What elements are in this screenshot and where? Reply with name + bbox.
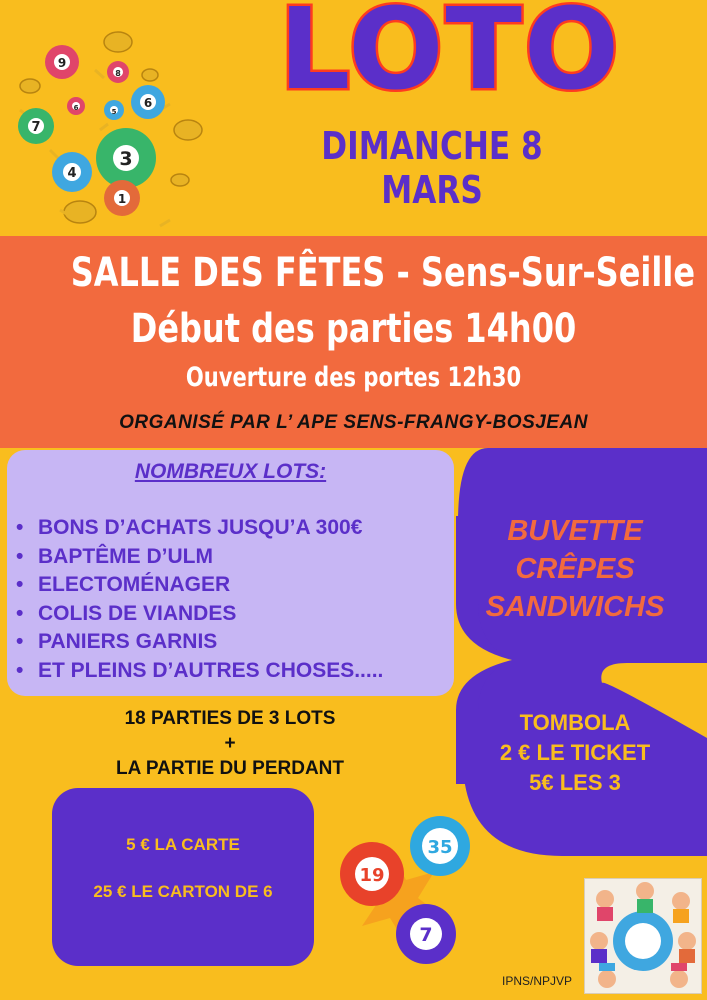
prices-panel xyxy=(52,788,314,966)
tombola-single-price: 2 € LE TICKET xyxy=(499,740,651,765)
games-info xyxy=(40,706,420,781)
list-item xyxy=(16,571,383,600)
start-time: Début des parties 14h00 xyxy=(130,306,577,352)
svg-text:6: 6 xyxy=(143,96,153,110)
buvette-label: BUVETTE xyxy=(507,515,643,547)
svg-text:35: 35 xyxy=(427,837,453,858)
tombola-bundle-price: 5€ LES 3 xyxy=(529,770,621,795)
prize-label: ELECTOMÉNAGER xyxy=(38,573,231,596)
prize-label: PANIERS GARNIS xyxy=(38,630,218,653)
refreshments-text xyxy=(460,512,690,626)
prize-label: ET PLEINS D’AUTRES CHOSES..... xyxy=(38,658,384,682)
bullet-icon: • xyxy=(16,516,24,539)
carton-price: 25 € LE CARTON DE 6 xyxy=(93,882,273,901)
loser-game: LA PARTIE DU PERDANT xyxy=(116,758,344,779)
bullet-icon: • xyxy=(16,630,24,653)
svg-text:4: 4 xyxy=(67,166,77,181)
bullet-icon: • xyxy=(16,573,24,596)
svg-text:8: 8 xyxy=(115,69,121,78)
prize-label: BONS D’ACHATS JUSQU’A 300€ xyxy=(38,516,363,539)
tombola-label: TOMBOLA xyxy=(519,710,631,735)
bullet-icon: • xyxy=(16,544,24,568)
svg-text:7: 7 xyxy=(419,924,433,946)
prize-label: COLIS DE VIANDES xyxy=(38,601,237,625)
svg-text:5: 5 xyxy=(111,108,117,116)
svg-text:19: 19 xyxy=(359,865,385,886)
list-item xyxy=(16,514,383,543)
bingo-balls-illustration xyxy=(322,814,482,974)
bullet-icon: • xyxy=(16,601,24,625)
svg-text:1: 1 xyxy=(117,192,127,206)
list-item xyxy=(16,628,383,657)
bullet-icon: • xyxy=(16,658,24,682)
event-date: DIMANCHE 8 MARS xyxy=(321,124,543,212)
poster-title: LOTO xyxy=(278,0,622,115)
card-price: 5 € LA CARTE xyxy=(126,835,240,854)
svg-text:9: 9 xyxy=(57,56,67,70)
crepes-label: CRÊPES xyxy=(515,553,635,585)
plus-sign: + xyxy=(224,733,236,754)
sandwichs-label: SANDWICHS xyxy=(485,591,665,623)
venue-name: SALLE DES FÊTES - Sens-Sur-Seille xyxy=(70,250,696,296)
prizes-heading: NOMBREUX LOTS: xyxy=(134,460,327,483)
svg-text:6: 6 xyxy=(73,104,79,112)
games-count: 18 PARTIES DE 3 LOTS xyxy=(124,708,336,729)
prize-label: BAPTÊME D’ULM xyxy=(38,544,213,568)
association-logo xyxy=(584,878,702,994)
list-item xyxy=(16,600,383,629)
svg-text:7: 7 xyxy=(31,120,41,135)
lottery-balls-illustration xyxy=(0,30,240,240)
doors-open-time: Ouverture des portes 12h30 xyxy=(185,362,522,393)
list-item xyxy=(16,543,383,572)
organizer-text: ORGANISÉ PAR L’ APE SENS-FRANGY-BOSJEAN xyxy=(119,412,588,433)
svg-text:3: 3 xyxy=(119,148,133,170)
prizes-list xyxy=(16,514,383,685)
list-item xyxy=(16,657,383,686)
tombola-text xyxy=(460,708,690,798)
legal-notice: IPNS/NPJVP xyxy=(502,974,573,988)
